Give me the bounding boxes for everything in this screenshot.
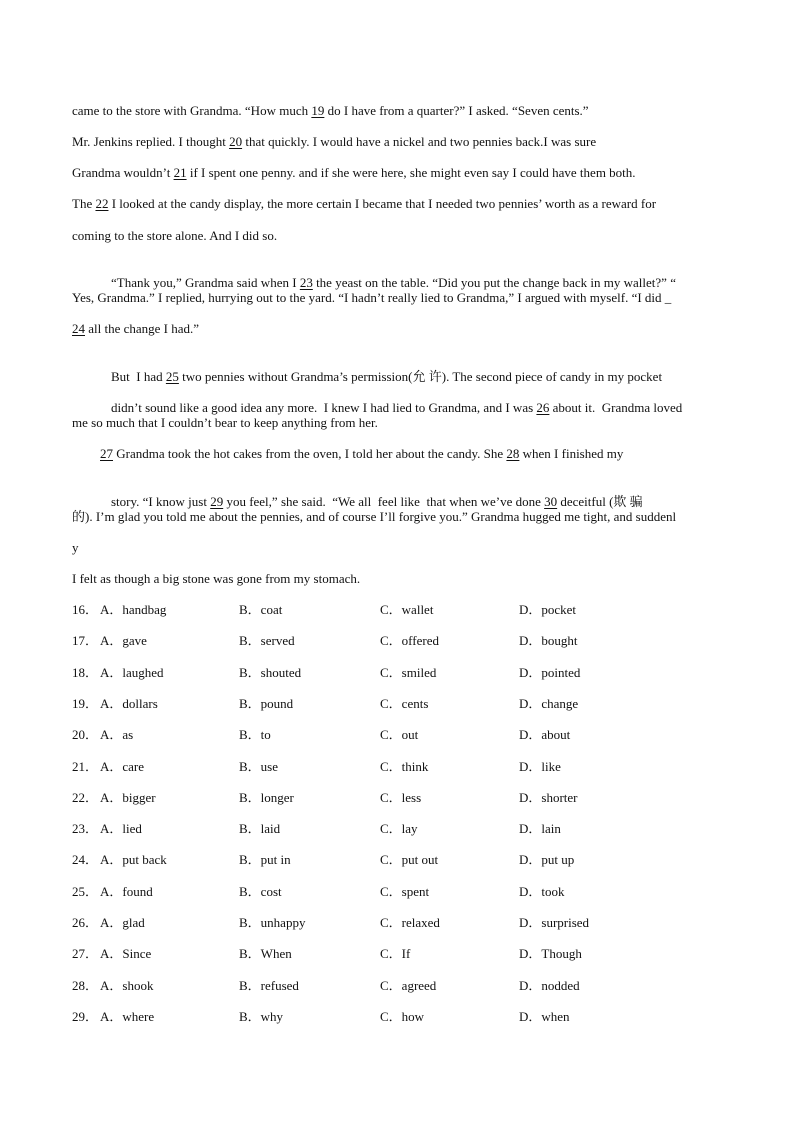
option-b: B．pound	[239, 696, 294, 711]
option-b: B．laid	[239, 821, 281, 836]
option-a: A．as	[100, 727, 134, 742]
text: if I spent one penny. and if she were here, she might even say I could have them both.	[186, 165, 636, 180]
passage-line	[72, 321, 722, 337]
text: deceitful (欺 骗	[557, 494, 643, 509]
option-a: A．gave	[100, 633, 147, 648]
option-d: D．pointed	[519, 665, 581, 680]
blank-29: 29	[210, 494, 224, 509]
question-row	[72, 727, 722, 743]
text: Grandma took the hot cakes from the oven, I told her about the candy. She	[113, 446, 507, 461]
question-number: 26．	[72, 915, 99, 930]
option-a: A．Since	[100, 946, 152, 961]
text: I felt as though a big stone was gone from my stomach.	[72, 571, 361, 586]
option-c: C．relaxed	[380, 915, 440, 930]
option-a: A．glad	[100, 915, 145, 930]
question-number: 21．	[72, 759, 99, 774]
text: coming to the store alone. And I did so.	[72, 228, 278, 243]
option-a: A．lied	[100, 821, 142, 836]
question-row	[72, 633, 722, 649]
question-number: 19．	[72, 696, 99, 711]
option-d: D．bought	[519, 633, 578, 648]
text: 的). I’m glad you told me about the pennies, and of course I’ll forgive you.” Grandma hugged me tight, and suddenl	[72, 509, 677, 524]
text: do I have from a quarter?” I asked. “Seven cents.”	[324, 103, 589, 118]
option-b: B．unhappy	[239, 915, 306, 930]
blank-22: 22	[95, 196, 109, 211]
text: But I had	[85, 369, 166, 384]
question-row	[72, 821, 722, 837]
option-d: D．nodded	[519, 978, 580, 993]
option-b: B．use	[239, 759, 279, 774]
question-number: 28．	[72, 978, 99, 993]
text: all the change I had.”	[85, 321, 200, 336]
question-number: 29．	[72, 1009, 99, 1024]
question-number: 20．	[72, 727, 99, 742]
option-c: C．how	[380, 1009, 425, 1024]
option-d: D．shorter	[519, 790, 578, 805]
text: “Thank you,” Grandma said when I	[85, 275, 300, 290]
option-d: D．lain	[519, 821, 561, 836]
blank-28: 28	[506, 446, 520, 461]
option-b: B．served	[239, 633, 295, 648]
passage-line	[72, 290, 722, 306]
question-number: 16．	[72, 602, 99, 617]
blank-24: 24	[72, 321, 85, 336]
option-c: C．wallet	[380, 602, 434, 617]
text: Grandma wouldn’t	[72, 165, 174, 180]
option-c: C．agreed	[380, 978, 437, 993]
text: I looked at the candy display, the more certain I became that I needed two pennies’ worth as a reward for	[108, 196, 657, 211]
option-a: A．handbag	[100, 602, 167, 617]
question-number: 24．	[72, 852, 99, 867]
blank-23: 23	[299, 275, 313, 290]
passage-line	[72, 571, 722, 587]
passage-line	[72, 196, 722, 212]
question-row	[72, 884, 722, 900]
option-b: B．put in	[239, 852, 291, 867]
option-c: C．offered	[380, 633, 439, 648]
question-row	[72, 665, 722, 681]
question-row	[72, 946, 722, 962]
option-d: D．change	[519, 696, 579, 711]
passage-line	[72, 165, 722, 181]
option-d: D．Though	[519, 946, 582, 961]
question-row	[72, 759, 722, 775]
text: y	[72, 540, 79, 555]
blank-26: 26	[536, 400, 550, 415]
passage-line	[72, 415, 722, 431]
question-row	[72, 696, 722, 712]
passage-line	[72, 103, 722, 119]
question-row	[72, 790, 722, 806]
passage-line	[72, 540, 722, 556]
option-d: D．when	[519, 1009, 570, 1024]
question-number: 25．	[72, 884, 99, 899]
text: Yes, Grandma.” I replied, hurrying out to the yard. “I hadn’t really lied to Grandma,” I argued with myself. “I did _	[72, 290, 672, 305]
question-row	[72, 978, 722, 994]
passage-line	[100, 446, 722, 462]
option-d: D．pocket	[519, 602, 577, 617]
question-number: 22．	[72, 790, 99, 805]
blank-20: 20	[229, 134, 243, 149]
question-row	[72, 852, 722, 868]
text: you feel,” she said. “We all feel like that when we’ve done	[223, 494, 545, 509]
option-c: C．lay	[380, 821, 418, 836]
option-a: A．dollars	[100, 696, 158, 711]
option-a: A．found	[100, 884, 153, 899]
option-a: A．where	[100, 1009, 155, 1024]
option-a: A．shook	[100, 978, 154, 993]
option-b: B．When	[239, 946, 292, 961]
question-row	[72, 1009, 722, 1025]
option-c: C．If	[380, 946, 411, 961]
text: Mr. Jenkins replied. I thought	[72, 134, 230, 149]
text: story. “I know just	[85, 494, 211, 509]
text: that quickly. I would have a nickel and two pennies back.I was sure	[242, 134, 597, 149]
option-b: B．longer	[239, 790, 294, 805]
option-a: A．bigger	[100, 790, 156, 805]
blank-21: 21	[173, 165, 187, 180]
option-a: A．care	[100, 759, 145, 774]
option-d: D．put up	[519, 852, 575, 867]
option-c: C．put out	[380, 852, 439, 867]
blank-19: 19	[311, 103, 325, 118]
text: about it. Grandma loved	[549, 400, 683, 415]
option-c: C．cents	[380, 696, 429, 711]
blank-25: 25	[165, 369, 179, 384]
option-c: C．think	[380, 759, 429, 774]
option-a: A．laughed	[100, 665, 164, 680]
option-c: C．less	[380, 790, 422, 805]
question-number: 27．	[72, 946, 99, 961]
passage-line	[72, 134, 722, 150]
question-number: 23．	[72, 821, 99, 836]
text: when I finished my	[519, 446, 624, 461]
blank-30: 30	[544, 494, 558, 509]
passage-line	[72, 509, 722, 525]
option-b: B．why	[239, 1009, 284, 1024]
question-row	[72, 915, 722, 931]
passage-line	[72, 228, 722, 244]
text: came to the store with Grandma. “How much	[72, 103, 312, 118]
option-b: B．to	[239, 727, 271, 742]
option-b: B．refused	[239, 978, 299, 993]
text: me so much that I couldn’t bear to keep anything from her.	[72, 415, 378, 430]
option-d: D．about	[519, 727, 571, 742]
text: didn’t sound like a good idea any more. I knew I had lied to Grandma, and I was	[85, 400, 537, 415]
question-number: 18．	[72, 665, 99, 680]
text: the yeast on the table. “Did you put the change back in my wallet?” “	[312, 275, 676, 290]
option-b: B．shouted	[239, 665, 302, 680]
option-c: C．out	[380, 727, 419, 742]
question-row	[72, 602, 722, 618]
option-c: C．spent	[380, 884, 430, 899]
option-d: D．like	[519, 759, 561, 774]
text: The	[72, 196, 96, 211]
text: two pennies without Grandma’s permission(允 许). The second piece of candy in my pocket	[178, 369, 663, 384]
option-a: A．put back	[100, 852, 167, 867]
option-b: B．cost	[239, 884, 282, 899]
option-c: C．smiled	[380, 665, 437, 680]
blank-27: 27	[100, 446, 113, 461]
option-d: D．took	[519, 884, 565, 899]
option-b: B．coat	[239, 602, 283, 617]
option-d: D．surprised	[519, 915, 590, 930]
question-number: 17．	[72, 633, 99, 648]
